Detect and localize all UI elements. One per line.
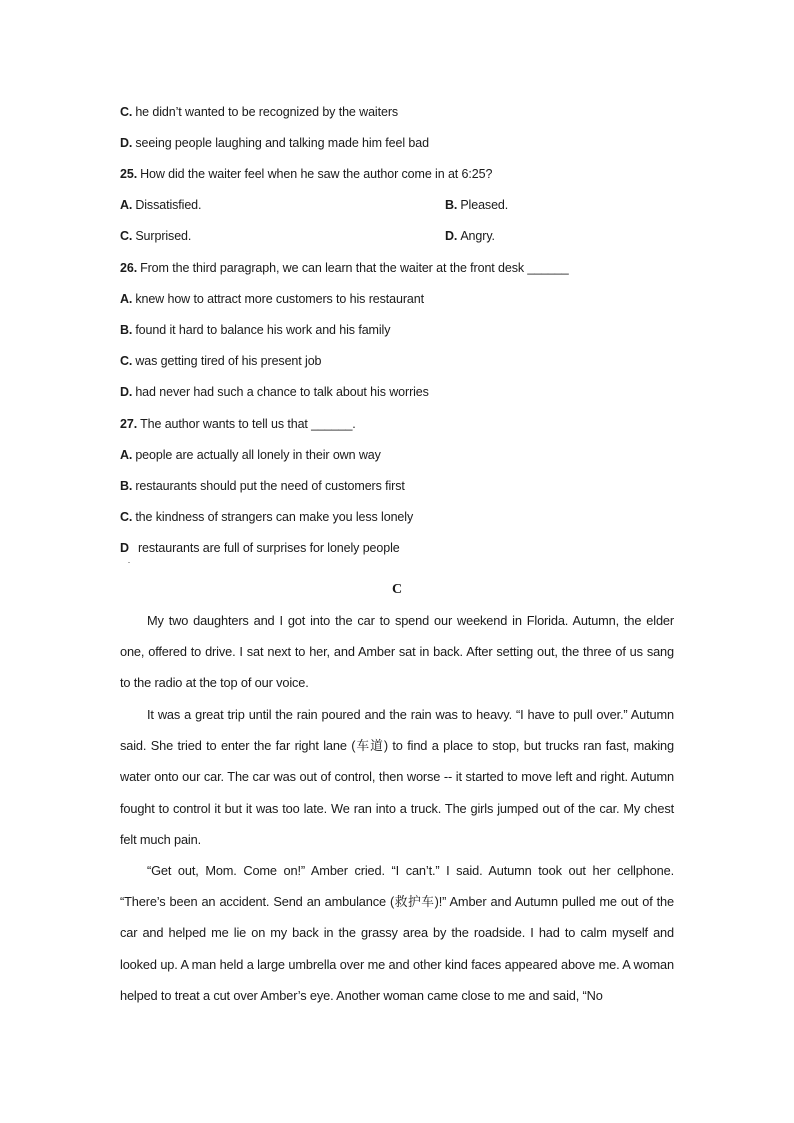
option-text: found it hard to balance his work and his family xyxy=(135,323,391,337)
option-text: restaurants are full of surprises for lonely people xyxy=(137,541,400,555)
paragraph-text: My two daughters and I got into the car to spend our weekend in Florida. Autumn, the elder one, offered to drive. I sat next to her, and Amber sat in back. After setting out, the three of us sang to the radio at the top of our voice. xyxy=(120,613,674,691)
q27-option-c xyxy=(120,509,413,525)
option-label: B. xyxy=(120,323,133,337)
q26-stem xyxy=(120,260,569,276)
q27-option-b xyxy=(120,478,405,494)
q24-option-c xyxy=(120,104,398,120)
question-number: 25. xyxy=(120,167,138,181)
paragraph-text: It was a great trip until the rain poured and the rain was to heavy. “I have to pull over.” Autumn said. She tried to enter the far right lane (车道) to find a place to stop, but trucks ran fast, making water onto our car. The car was out of control, then worse -- it started to move left and right. Autumn fought to control it but it was too late. We ran into a truck. The girls jumped out of the car. My chest felt much pain. xyxy=(120,707,674,847)
option-text: restaurants should put the need of customers first xyxy=(135,479,405,493)
q25-option-c xyxy=(120,229,191,243)
option-label: C. xyxy=(120,105,133,119)
passage-paragraph-1 xyxy=(120,605,674,699)
question-number: 27. xyxy=(120,417,138,431)
option-text: Surprised. xyxy=(135,229,192,243)
q26-option-c xyxy=(120,353,321,369)
q27-stem xyxy=(120,416,356,432)
option-label: C. xyxy=(120,354,133,368)
q26-option-d xyxy=(120,384,429,400)
option-text: had never had such a chance to talk about his worries xyxy=(135,385,429,399)
q27-option-d-dot: . xyxy=(128,556,130,565)
option-label: A. xyxy=(120,448,133,462)
q26-option-b xyxy=(120,322,390,338)
q25-options-row-2 xyxy=(120,228,674,244)
q26-option-a xyxy=(120,291,424,307)
option-text: Angry. xyxy=(460,229,495,243)
option-text: knew how to attract more customers to his restaurant xyxy=(135,292,424,306)
q27-option-a xyxy=(120,447,381,463)
option-label: A. xyxy=(120,198,133,212)
option-label: D. xyxy=(120,136,133,150)
paragraph-text: “Get out, Mom. Come on!” Amber cried. “I can’t.” I said. Autumn took out her cellphone. “There’s been an accident. Send an ambulance (救护车)!” Amber and Autumn pulled me out of the car and helped me lie on my back in the grassy area by the roadside. I had to calm myself and looked up. A man held a large umbrella over me and other kind faces appeared above me. A woman helped to treat a cut over Amber’s eye. Another woman came close to me and said, “No xyxy=(120,863,674,1003)
section-heading: C xyxy=(391,582,403,597)
q25-options-row-1 xyxy=(120,197,674,213)
option-text: seeing people laughing and talking made him feel bad xyxy=(135,136,429,150)
option-label: D. xyxy=(120,385,133,399)
option-text: people are actually all lonely in their own way xyxy=(135,448,381,462)
passage-paragraph-2 xyxy=(120,699,674,855)
option-text: Pleased. xyxy=(460,198,509,212)
q27-option-d xyxy=(120,540,400,556)
option-label: A. xyxy=(120,292,133,306)
option-text: was getting tired of his present job xyxy=(135,354,322,368)
q25-stem xyxy=(120,166,492,182)
option-label: D xyxy=(120,541,129,555)
q24-option-d xyxy=(120,135,429,151)
option-label: D. xyxy=(445,229,458,243)
question-text: The author wants to tell us that ______. xyxy=(140,417,356,431)
question-text: From the third paragraph, we can learn that the waiter at the front desk ______ xyxy=(140,261,569,275)
option-label: B. xyxy=(445,198,458,212)
option-text: Dissatisfied. xyxy=(135,198,202,212)
q25-option-a xyxy=(120,198,201,212)
option-label: B. xyxy=(120,479,133,493)
q25-option-d xyxy=(445,228,495,244)
option-text: the kindness of strangers can make you less lonely xyxy=(135,510,414,524)
question-number: 26. xyxy=(120,261,138,275)
question-text: How did the waiter feel when he saw the author come in at 6:25? xyxy=(140,167,493,181)
q25-option-b xyxy=(445,197,508,213)
option-label: C. xyxy=(120,510,133,524)
option-label: C. xyxy=(120,229,133,243)
passage-paragraph-3 xyxy=(120,855,674,1011)
option-text: he didn’t wanted to be recognized by the waiters xyxy=(135,105,399,119)
